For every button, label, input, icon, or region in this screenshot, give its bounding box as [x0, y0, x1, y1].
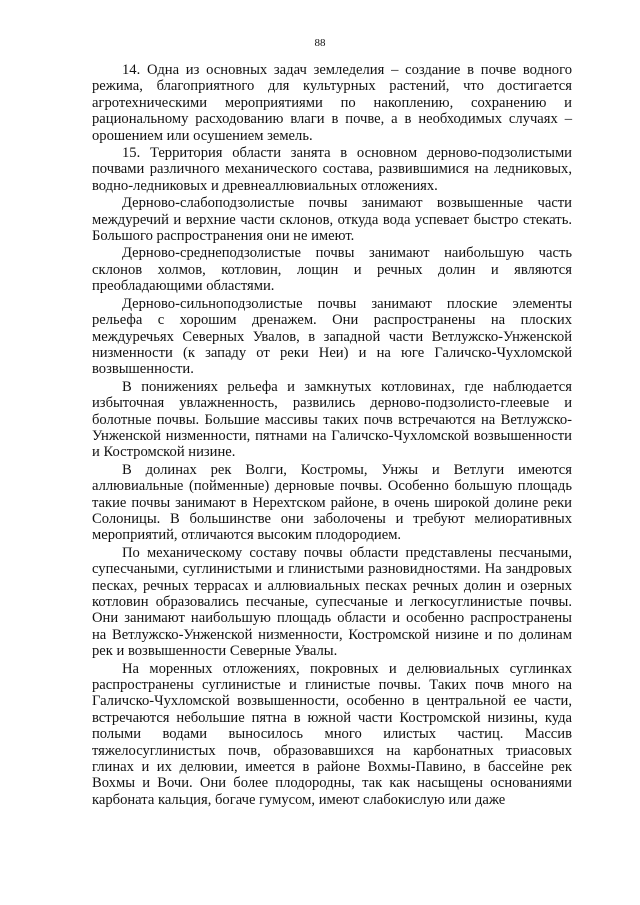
paragraph-mechanical-composition: По механическому составу почвы области представлены песчаными, супесчаными, суглинистыми и глинистыми разновидностями. На зандровых песках, речных террасах и аллювиальных песках речных долин и озерных котловин образовались песчаные, супесчаные и легкосуглинистые почвы. Они занимают наибольшую площадь области и особенно распространены на Ветлужско-Унженской низменности, Костромской низине и по долинам рек и возвышенности Северные Увалы. [92, 544, 572, 660]
paragraph-14-water-regime: 14. Одна из основных задач земледелия – создание в почве водного режима, благоприятного для культурных растений, что достигается агротехническими мероприятиями по накоплению, сохранению и рациональному расходованию влаги в почве, а в необходимых случаях – орошением или осушением земель. [92, 62, 572, 144]
paragraph-weakly-podzolic: Дерново-слабоподзолистые почвы занимают возвышенные части междуречий и верхние части склонов, откуда вода успевает быстро стекать. Большого распространения они не имеют. [92, 195, 572, 245]
paragraph-15-soil-territory: 15. Территория области занята в основном дерново-подзолистыми почвами различного механического состава, развившимися на ледниковых, водно-ледниковых и древнеаллювиальных отложениях. [92, 145, 572, 194]
paragraph-medium-podzolic: Дерново-среднеподзолистые почвы занимают наибольшую часть склонов холмов, котловин, лощин и речных долин и являются преобладающими областями. [92, 245, 572, 295]
paragraph-gley-soils: В понижениях рельефа и замкнутых котловинах, где наблюдается избыточная увлажненность, развились дерново-подзолисто-глеевые и болотные почвы. Большие массивы таких почв встречаются на Ветлужско-Унженской низменности, пятнами на Галичско-Чухломской возвышенности и Костромской низине. [92, 378, 572, 461]
paragraph-alluvial-soils: В долинах рек Волги, Костромы, Унжы и Ветлуги имеются аллювиальные (пойменные) дерновые почвы. Особенно большую площадь такие почвы занимают в Нерехтском районе, в очень широкой долине реки Солоницы. В большинстве они заболочены и требуют мелиоративных мероприятий, отличаются высоким плодородием. [92, 461, 572, 544]
page-number: 88 [314, 37, 326, 49]
paragraph-strongly-podzolic: Дерново-сильноподзолистые почвы занимают плоские элементы рельефа с хорошим дренажем. Они распространены на плоских междуречьях Северных Увалов, в западной части Ветлужско-Унженской низменности (к западу от реки Неи) и на юге Галичско-Чухломской возвышенности. [92, 295, 572, 378]
paragraph-loamy-clay-soils: На моренных отложениях, покровных и делювиальных суглинках распространены суглинистые и глинистые почвы. Таких почв много на Галичско-Чухломской возвышенности, особенно в центральной ее части, встречаются небольшие пятна в южной части Костромской низины, куда полыми водами выносилось много илистых частиц. Массив тяжелосуглинистых почв, образовавшихся на карбонатных триасовых глинах и их делювии, имеется в районе Вохмы-Павино, в бассейне рек Вохмы и Вочи. Они более плодородны, так как насыщены основаниями карбоната кальция, богаче гумусом, имеют слабокислую или даже [92, 660, 572, 808]
